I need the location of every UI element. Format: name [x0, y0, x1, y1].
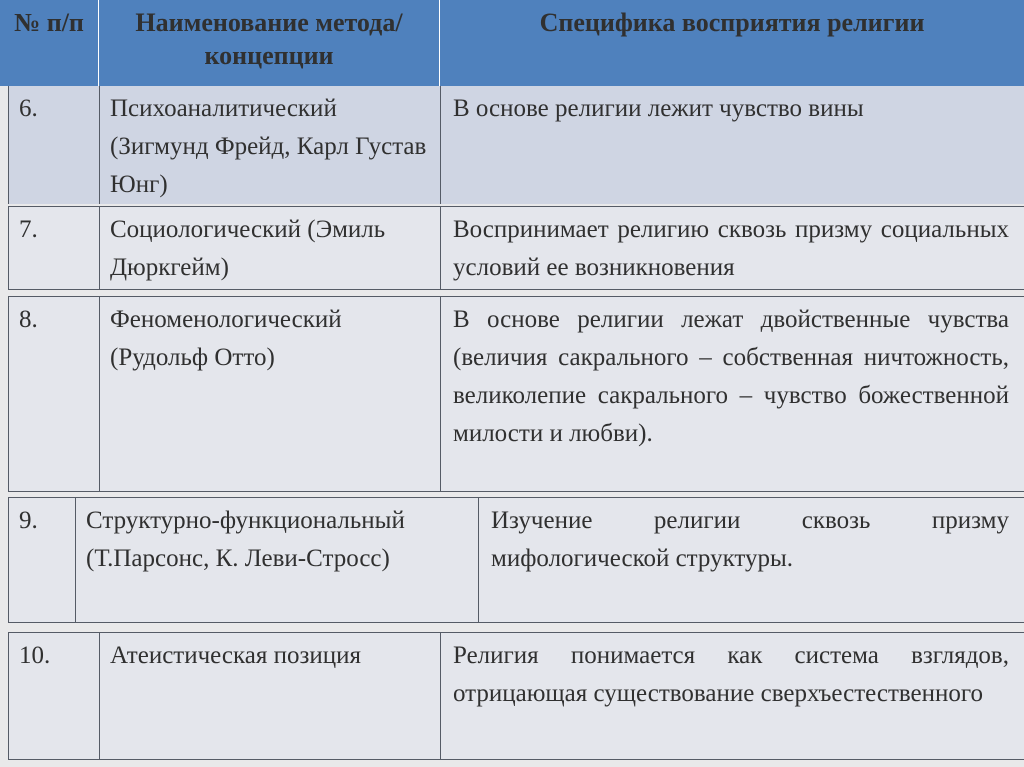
table-row: [8, 296, 1024, 492]
row-description: Воспринимает религию сквозь призму социальных условий ее возникновения: [453, 216, 1009, 281]
header-num: № п/п: [14, 8, 84, 37]
row-description: Религия понимается как система взглядов, отрицающая существование сверхъестественного: [453, 642, 1009, 707]
row-method-name: Структурно-функциональный (Т.Парсонс, К. Леви-Стросс): [86, 507, 405, 572]
row-method-name: Феноменологический (Рудольф Отто): [110, 306, 342, 371]
row-description: Изучение религии сквозь призму мифологической структуры.: [491, 507, 1009, 572]
row-description: В основе религии лежат двойственные чувства (величия сакрального – собственная ничтожность, великолепие сакрального – чувство божественной милости и любви).: [453, 306, 1009, 447]
row-method-name: Социологический (Эмиль Дюркгейм): [110, 216, 386, 281]
row-number: 8.: [19, 306, 38, 333]
row-number: 7.: [19, 216, 38, 243]
row-number: 9.: [19, 507, 38, 534]
row-description: В основе религии лежит чувство вины: [453, 95, 864, 122]
header-name: Наименование метода/концепции: [135, 8, 403, 70]
table-row: [8, 206, 1024, 290]
row-method-name: Атеистическая позиция: [110, 642, 362, 669]
row-method-name: Психоаналитический (Зигмунд Фрейд, Карл Густав Юнг): [110, 95, 427, 198]
header-spec: Специфика восприятия религии: [539, 8, 925, 37]
table-row: [8, 86, 1024, 204]
row-number: 6.: [19, 95, 38, 122]
table-row: [8, 497, 1024, 623]
row-number: 10.: [19, 642, 51, 669]
table-row: [8, 632, 1024, 760]
table-header: [0, 0, 1024, 86]
